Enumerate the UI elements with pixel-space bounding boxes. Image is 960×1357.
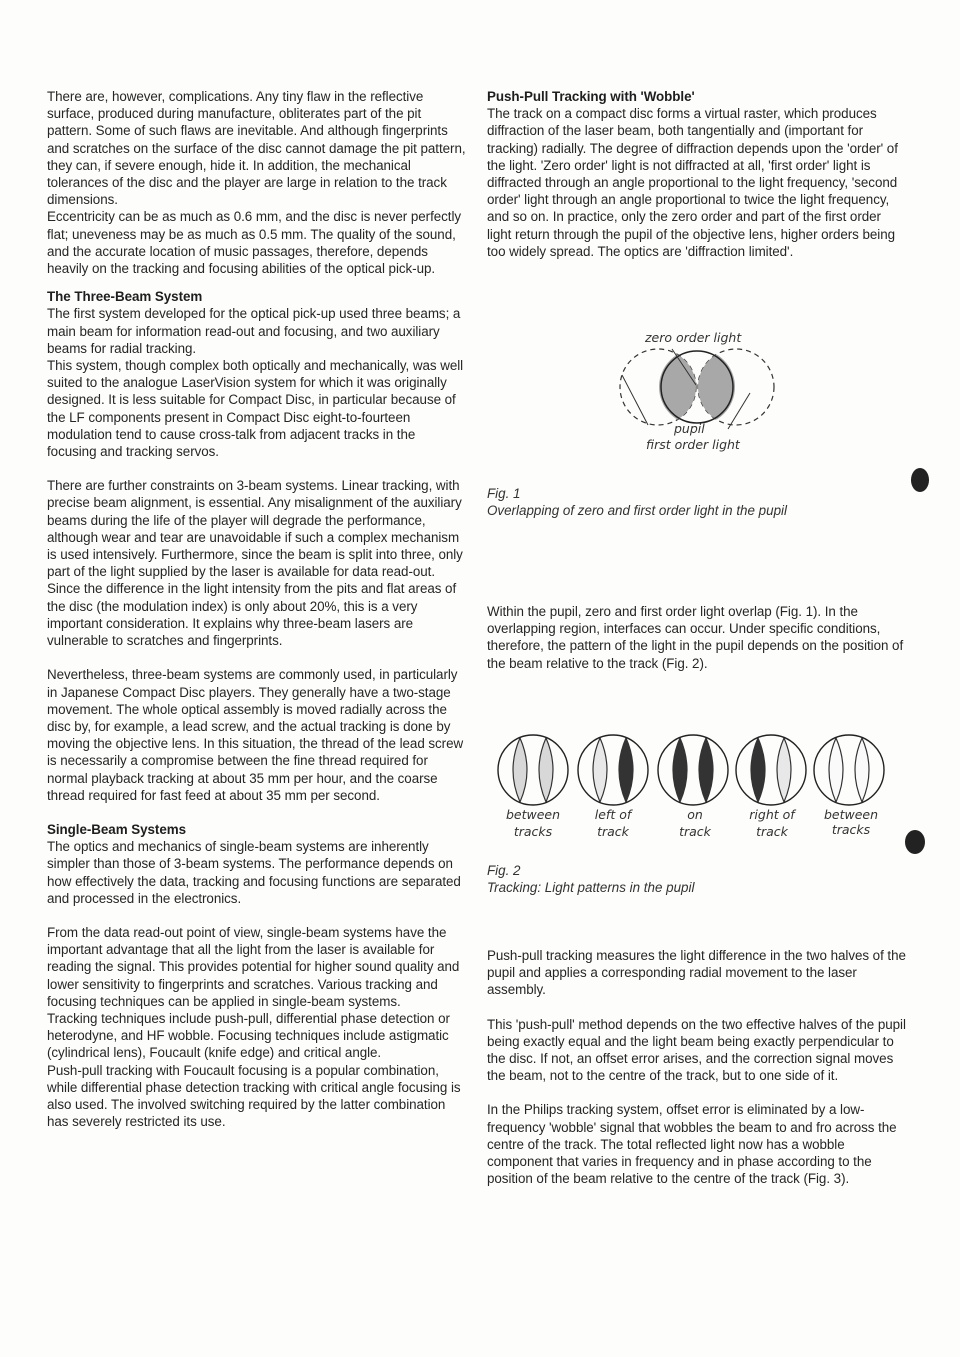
paragraph: The first system developed for the optical pick-up used three beams; a main beam for information read-out and focusing, and two auxiliary beams for radial tracking.: [47, 306, 461, 356]
left-column: [47, 88, 467, 1130]
binder-hole-mark: [905, 830, 925, 854]
paragraph: The track on a compact disc forms a virtual raster, which produces diffraction of the laser beam, both tangentially and (important for tracking) radially. The degree of diffraction depends upon the 'order' of the light. 'Zero order' light is not diffracted at all, 'first order' light is diffracted through an angle proportional to the light frequency, 'second order' light through an angle proportional to twice the light frequency, and so on. In practice, only the zero order and part of the first order light return through the pupil of the objective lens, higher orders being too widely spread. The optics are 'diffraction limited'.: [487, 106, 898, 259]
fig2-label-line2: tracks: [831, 822, 871, 837]
pupil-label: pupil: [674, 421, 705, 436]
paragraph: Push-pull tracking with Foucault focusing is a popular combination, while differential phase detection tracking with critical angle focusing is also used. The involved switching required by the latter combination has severely restricted its use.: [47, 1062, 461, 1130]
paragraph: There are further constraints on 3-beam systems. Linear tracking, with precise beam alignment, is essential. Any misalignment of the auxiliary beams during the life of the player will degrade the performance, although wear and tear are unavoidable if such a complex mechanism is used intensively. Furthermore, since the beam is split into three, only part of the light supplied by the laser is available for data read-out. Since the difference in the light intensity from the pits and flat areas of the disc (the modulation index) is only about 20%, this is a very important consideration. It explains why three-beam lasers are vulnerable to scratches and fingerprints.: [47, 478, 463, 649]
heading-three-beam: The Three-Beam System: [47, 289, 203, 305]
paragraph: Nevertheless, three-beam systems are commonly used, in particularly in Japanese Compact Disc players. They generally have a two-stage movement. The whole optical assembly is moved radially across the disc by, for example, a lead screw, and the actual tracking is done by moving the objective lens. In this situation, the thread of the lead screw is necessarily a compromise between the fine thread required for normal playback tracking at about 35 mm per hour, and the coarse thread required for fast feed at about 35 mm per second.: [47, 667, 464, 803]
first-order-label: first order light: [646, 437, 740, 452]
paragraph: Push-pull tracking measures the light difference in the two halves of the pupil and applies a corresponding radial movement to the laser assembly.: [487, 948, 906, 998]
paragraph: Eccentricity can be as much as 0.6 mm, and the disc is never perfectly flat; uneveness may be as much as 0.5 mm. The quality of the sound, and the accurate location of music passages, therefore, depends heavily on the tracking and focusing abilities of the optical pick-up.: [47, 209, 462, 277]
heading-push-pull: Push-Pull Tracking with 'Wobble': [487, 89, 695, 104]
pupil-pattern-between-tracks-2: [814, 735, 884, 805]
paragraph: From the data read-out point of view, single-beam systems have the important advantage that all the light from the laser is available for reading the signal. This provides potential for higher sound quality and lower sensitivity to fingerprints and scratches. Various tracking and focusing techniques can be applied in single-beam systems.: [47, 924, 460, 1009]
paragraph: This 'push-pull' method depends on the two effective halves of the pupil being exactly equal and the light beam being exactly perpendicular to the disc. If not, an offset error arises, and the correction signal moves the beam, not to the centre of the track, but to one side of it.: [487, 1016, 906, 1084]
pupil-pattern-between-tracks: [498, 735, 568, 805]
pupil-pattern-on-track: [658, 735, 728, 805]
right-column-middle: [487, 603, 907, 672]
fig1-caption: Overlapping of zero and first order light in the pupil: [487, 503, 787, 518]
paragraph: The optics and mechanics of single-beam systems are inherently simpler than those of 3-beam systems. The performance depends on how effectively the data, tracking and focusing functions are separated and processed in the electronics.: [47, 839, 461, 906]
paragraph: Tracking techniques include push-pull, differential phase detection or heterodyne, and HF wobble. Focusing techniques include astigmatic (cylindrical lens), Foucault (knife edge) and critical angle.: [47, 1010, 450, 1061]
fig2-label-line1: between: [505, 807, 561, 822]
fig2-caption: Tracking: Light patterns in the pupil: [487, 880, 695, 895]
fig2-label-line1: right of: [749, 807, 795, 822]
paragraph: Within the pupil, zero and first order light overlap (Fig. 1). In the overlapping region, interfaces can occur. Under specific conditions, therefore, the pattern of the light in the pupil depends on the position of the beam relative to the track (Fig. 2).: [487, 604, 904, 671]
paragraph: In the Philips tracking system, offset error is eliminated by a low-frequency 'wobble' signal that wobbles the beam to and fro across the centre of the track. The total reflected light now has a wobble component that varies in frequency and in phase according to the position of the beam relative to the centre of the track (Fig. 3).: [487, 1102, 897, 1187]
fig2-label-line2: track: [597, 824, 629, 839]
fig2-label-line2: track: [756, 824, 788, 839]
paragraph: This system, though complex both optically and mechanically, was well suited to the analogue LaserVision system for which it was originally designed. It is less suitable for Compact Disc, in particular because of the LF components present in Compact Disc eight-to-fourteen modulation tend to cause cross-talk from adjacent tracks in the focusing and tracking servos.: [47, 358, 464, 460]
figure-1-diagram: [600, 325, 790, 455]
heading-single-beam: Single-Beam Systems: [47, 821, 186, 837]
fig2-label-line1: between: [823, 807, 879, 822]
right-column-top: [487, 88, 907, 260]
fig2-label-line1: left of: [594, 807, 632, 822]
pupil-pattern-right-of-track: [736, 735, 806, 805]
fig2-label-line1: on: [687, 807, 703, 822]
fig2-number: Fig. 2: [487, 863, 521, 878]
fig2-label-line2: tracks: [513, 824, 553, 839]
pupil-pattern-left-of-track: [578, 735, 648, 805]
paragraph: There are, however, complications. Any tiny flaw in the reflective surface, produced during manufacture, obliterates part of the pit pattern. Some of such flaws are inevitable. And although fingerprints and scratches on the surface of the disc cannot damage the pit pattern, they can, if severe enough, hide it. In addition, the mechanical tolerances of the disc and the player are large in relation to the track dimensions.: [47, 89, 466, 208]
binder-hole-mark: [911, 468, 929, 492]
figure-2-diagram: [496, 730, 896, 845]
right-column-bottom: [487, 947, 907, 1187]
fig1-number: Fig. 1: [487, 486, 521, 501]
fig2-label-line2: track: [679, 824, 711, 839]
zero-order-label: zero order light: [645, 330, 742, 345]
